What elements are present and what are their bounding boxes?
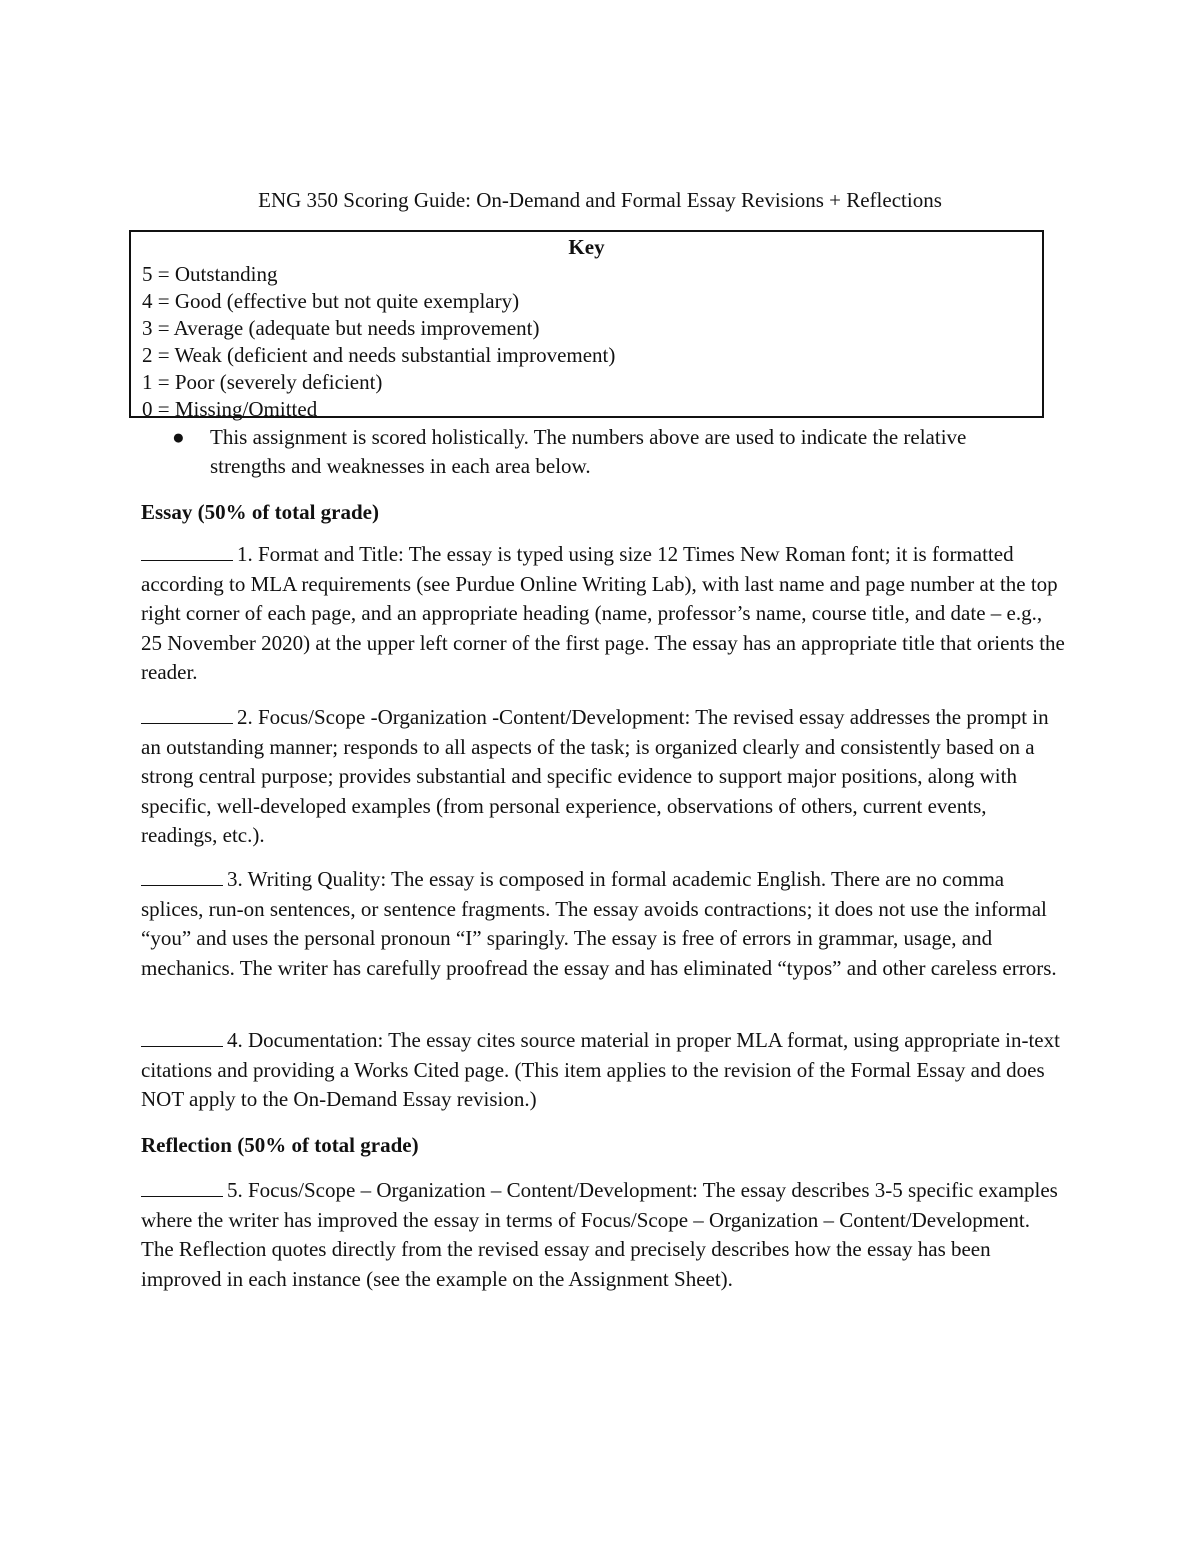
- score-blank-5[interactable]: [141, 1176, 223, 1197]
- criterion-item-3: [141, 865, 1066, 983]
- criterion-text-2: 2. Focus/Scope -Organization -Content/Development: The revised essay addresses the prompt in an outstanding manner; responds to all aspects of the task; is organized clearly and consistently based on a strong central purpose; provides substantial and specific evidence to support major positions, along with specific, well-developed examples (from personal experience, observations of others, current events, readings, etc.).: [141, 705, 1049, 847]
- score-blank-2[interactable]: [141, 703, 233, 724]
- document-title: ENG 350 Scoring Guide: On-Demand and Formal Essay Revisions + Reflections: [258, 188, 942, 212]
- score-blank-1[interactable]: [141, 540, 233, 561]
- key-line-3: 3 = Average (adequate but needs improvement): [142, 316, 540, 340]
- holistic-note-text: This assignment is scored holistically. The numbers above are used to indicate the relative strengths and weaknesses in each area below.: [210, 425, 967, 478]
- criterion-text-5: 5. Focus/Scope – Organization – Content/Development: The essay describes 3-5 specific examples where the writer has improved the essay in terms of Focus/Scope – Organization – Content/Development. The Reflection quotes directly from the revised essay and precisely describes how the essay has been improved in each instance (see the example on the Assignment Sheet).: [141, 1178, 1058, 1291]
- key-line-0: 0 = Missing/Omitted: [142, 397, 318, 421]
- bullet-icon: ●: [172, 425, 185, 449]
- essay-section-heading: Essay (50% of total grade): [141, 500, 379, 524]
- criterion-item-4: [141, 1026, 1066, 1115]
- criterion-item-2: [141, 703, 1066, 851]
- criterion-text-4: 4. Documentation: The essay cites source material in proper MLA format, using appropriate in-text citations and providing a Works Cited page. (This item applies to the revision of the Formal Essay and does NOT apply to the On-Demand Essay revision.): [141, 1028, 1060, 1111]
- holistic-note: [172, 423, 1032, 481]
- key-line-4: 4 = Good (effective but not quite exemplary): [142, 289, 520, 313]
- criterion-item-1: [141, 540, 1066, 688]
- criterion-item-5: [141, 1176, 1066, 1294]
- score-key-box: [129, 230, 1044, 421]
- key-line-5: 5 = Outstanding: [142, 262, 278, 286]
- score-blank-4[interactable]: [141, 1026, 223, 1047]
- criterion-text-1: 1. Format and Title: The essay is typed using size 12 Times New Roman font; it is formatted according to MLA requirements (see Purdue Online Writing Lab), with last name and page number at the top right corner of each page, and an appropriate heading (name, professor’s name, course title, and date – e.g., 25 November 2020) at the upper left corner of the first page. The essay has an appropriate title that orients the reader.: [141, 542, 1065, 684]
- key-line-1: 1 = Poor (severely deficient): [142, 370, 383, 394]
- key-line-2: 2 = Weak (deficient and needs substantial improvement): [142, 343, 616, 367]
- key-heading: Key: [568, 235, 605, 259]
- criterion-text-3: 3. Writing Quality: The essay is composed in formal academic English. There are no comma splices, run-on sentences, or sentence fragments. The essay avoids contractions; it does not use the informal “you” and uses the personal pronoun “I” sparingly. The essay is free of errors in grammar, usage, and mechanics. The writer has carefully proofread the essay and has eliminated “typos” and other careless errors.: [141, 867, 1057, 980]
- score-blank-3[interactable]: [141, 865, 223, 886]
- reflection-section-heading: Reflection (50% of total grade): [141, 1133, 419, 1157]
